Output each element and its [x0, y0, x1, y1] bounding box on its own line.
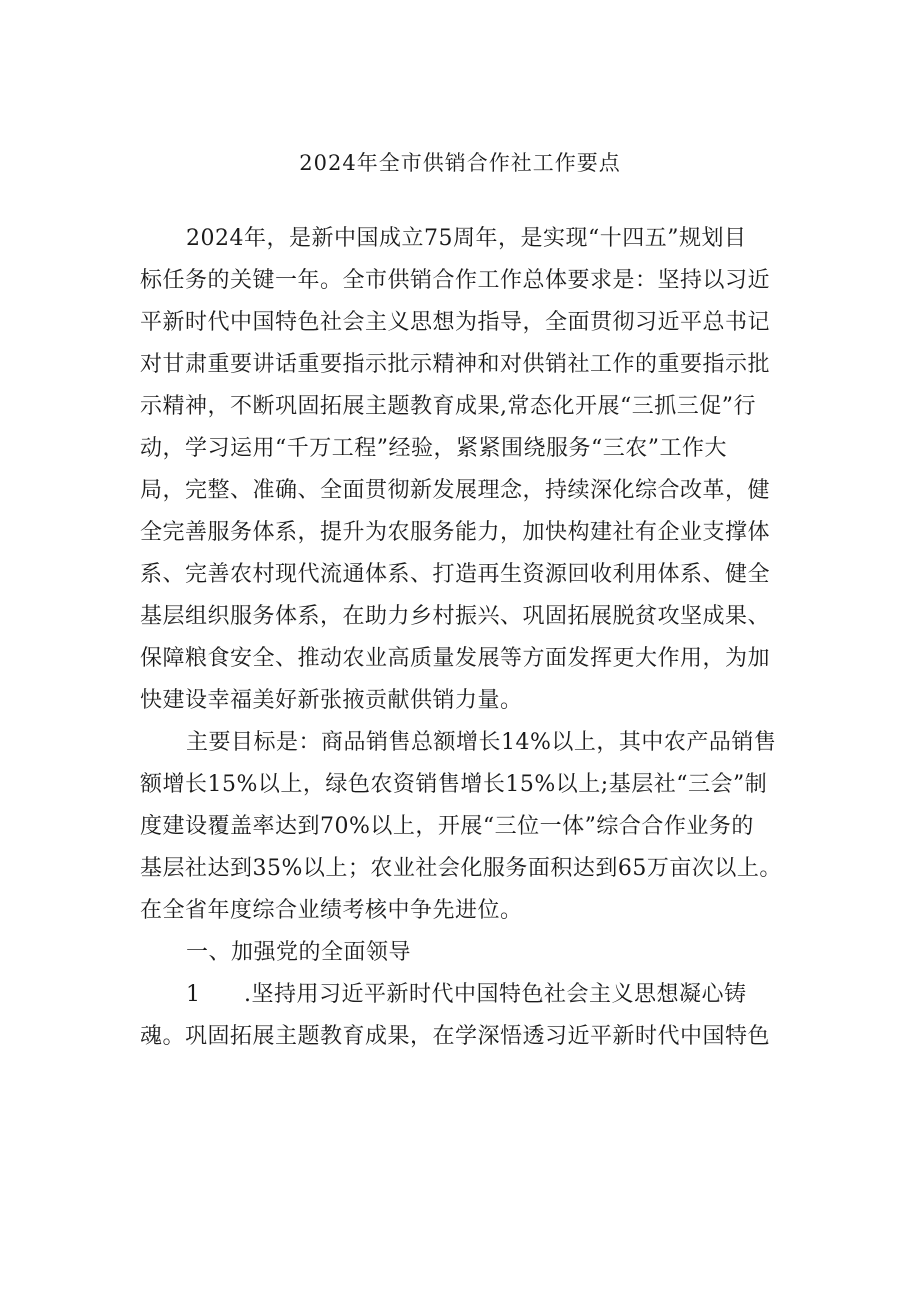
- paragraph-line: 系、完善农村现代流通体系、打造再生资源回收利用体系、健全: [140, 562, 771, 587]
- document-title: 2024年全市供销合作社工作要点: [299, 151, 621, 175]
- paragraph-line: 全完善服务体系，提升为农服务能力，加快构建社有企业支撑体: [140, 520, 771, 545]
- paragraph-line: 魂。巩固拓展主题教育成果，在学深悟透习近平新时代中国特色: [140, 1024, 771, 1049]
- paragraph-line: 基层社达到35%以上；农业社会化服务面积达到65万亩次以上。: [140, 856, 782, 881]
- paragraph-line: 平新时代中国特色社会主义思想为指导，全面贯彻习近平总书记: [140, 310, 771, 335]
- numbered-item: [186, 977, 747, 1013]
- paragraph-line: 额增长15%以上，绿色农资销售增长15%以上;基层社“三会”制: [140, 772, 768, 797]
- paragraph-line: 示精神，不断巩固拓展主题教育成果,常态化开展“三抓三促”行: [140, 394, 756, 419]
- paragraph-line: 在全省年度综合业绩考核中争先进位。: [140, 898, 523, 923]
- item-text: .坚持用习近平新时代中国特色社会主义思想凝心铸: [244, 982, 747, 1007]
- paragraph-line: 标任务的关键一年。全市供销合作工作总体要求是：坚持以习近: [140, 268, 771, 293]
- paragraph-line: 2024年，是新中国成立75周年，是实现“十四五”规划目: [186, 226, 747, 251]
- paragraph-line: 度建设覆盖率达到70%以上，开展“三位一体”综合合作业务的: [140, 814, 754, 839]
- paragraph-line: 对甘肃重要讲话重要指示批示精神和对供销社工作的重要指示批: [140, 352, 771, 377]
- paragraph-line: 主要目标是：商品销售总额增长14%以上，其中农产品销售: [186, 730, 777, 755]
- paragraph-line: 局，完整、准确、全面贯彻新发展理念，持续深化综合改革，健: [140, 478, 771, 503]
- item-number: 1: [186, 982, 201, 1007]
- paragraph-line: 基层组织服务体系，在助力乡村振兴、巩固拓展脱贫攻坚成果、: [140, 604, 771, 629]
- paragraph-line: 动，学习运用“千万工程”经验，紧紧围绕服务“三农”工作大: [140, 436, 727, 461]
- paragraph-line: 保障粮食安全、推动农业高质量发展等方面发挥更大作用，为加: [140, 646, 771, 671]
- paragraph-line: 快建设幸福美好新张掖贡献供销力量。: [140, 688, 523, 713]
- section-heading: 一、加强党的全面领导: [186, 940, 412, 965]
